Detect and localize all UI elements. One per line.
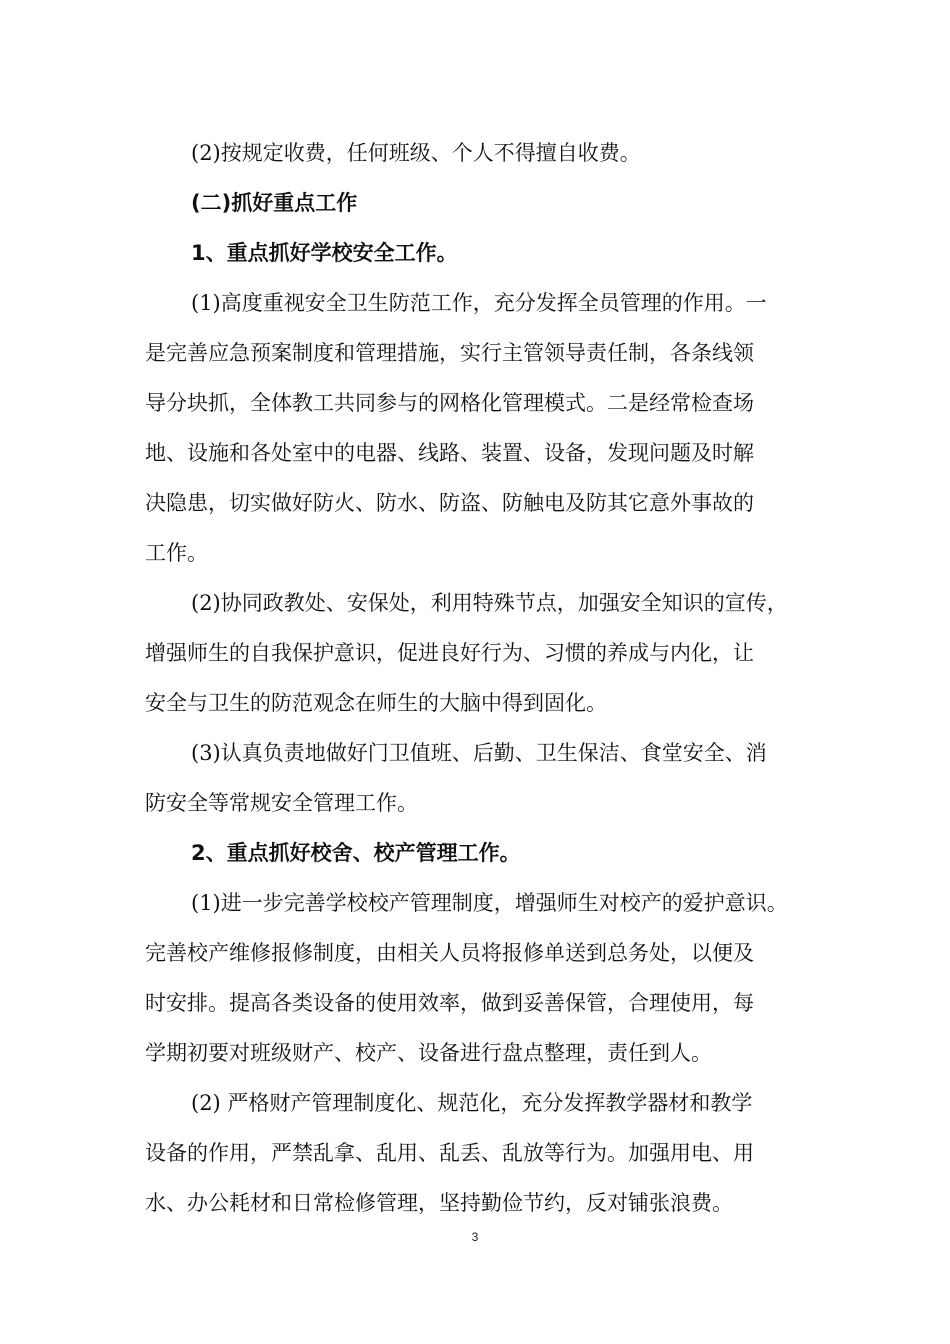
paragraph-line: (1)进一步完善学校校产管理制度，增强师生对校产的爱护意识。	[191, 891, 788, 915]
section-heading: 1、重点抓好学校安全工作。	[191, 241, 458, 265]
paragraph-line: 时安排。提高各类设备的使用效率，做到妥善保管，合理使用，每	[145, 991, 754, 1015]
document-body	[145, 128, 805, 1228]
paragraph-line: 是完善应急预案制度和管理措施，实行主管领导责任制，各条线领	[145, 341, 754, 365]
paragraph-line: (2) 严格财产管理制度化、规范化，充分发挥教学器材和教学	[191, 1091, 753, 1115]
paragraph-line: 安全与卫生的防范观念在师生的大脑中得到固化。	[145, 691, 607, 715]
page-number: 3	[471, 1230, 479, 1244]
section-heading: (二)抓好重点工作	[191, 191, 358, 215]
paragraph-line: (2)按规定收费，任何班级、个人不得擅自收费。	[191, 141, 641, 165]
paragraph-line: (2)协同政教处、安保处，利用特殊节点，加强安全知识的宣传，	[191, 591, 788, 615]
paragraph-line: 增强师生的自我保护意识，促进良好行为、习惯的养成与内化，让	[145, 641, 754, 665]
paragraph-line: (1)高度重视安全卫生防范工作，充分发挥全员管理的作用。一	[191, 291, 767, 315]
paragraph-line: 地、设施和各处室中的电器、线路、装置、设备，发现问题及时解	[145, 441, 754, 465]
paragraph-line: 防安全等常规安全管理工作。	[145, 791, 418, 815]
paragraph-line: 学期初要对班级财产、校产、设备进行盘点整理，责任到人。	[145, 1041, 712, 1065]
paragraph-line: 完善校产维修报修制度，由相关人员将报修单送到总务处，以便及	[145, 941, 754, 965]
section-heading: 2、重点抓好校舍、校产管理工作。	[191, 841, 521, 865]
paragraph-line: 水、办公耗材和日常检修管理，坚持勤俭节约，反对铺张浪费。	[145, 1191, 733, 1215]
paragraph-line: 导分块抓，全体教工共同参与的网格化管理模式。二是经常检查场	[145, 391, 754, 415]
paragraph-line: (3)认真负责地做好门卫值班、后勤、卫生保洁、食堂安全、消	[191, 741, 767, 765]
paragraph-line: 决隐患，切实做好防火、防水、防盗、防触电及防其它意外事故的	[145, 491, 754, 515]
paragraph-line: 设备的作用，严禁乱拿、乱用、乱丢、乱放等行为。加强用电、用	[145, 1141, 754, 1165]
paragraph-line: 工作。	[145, 541, 208, 565]
